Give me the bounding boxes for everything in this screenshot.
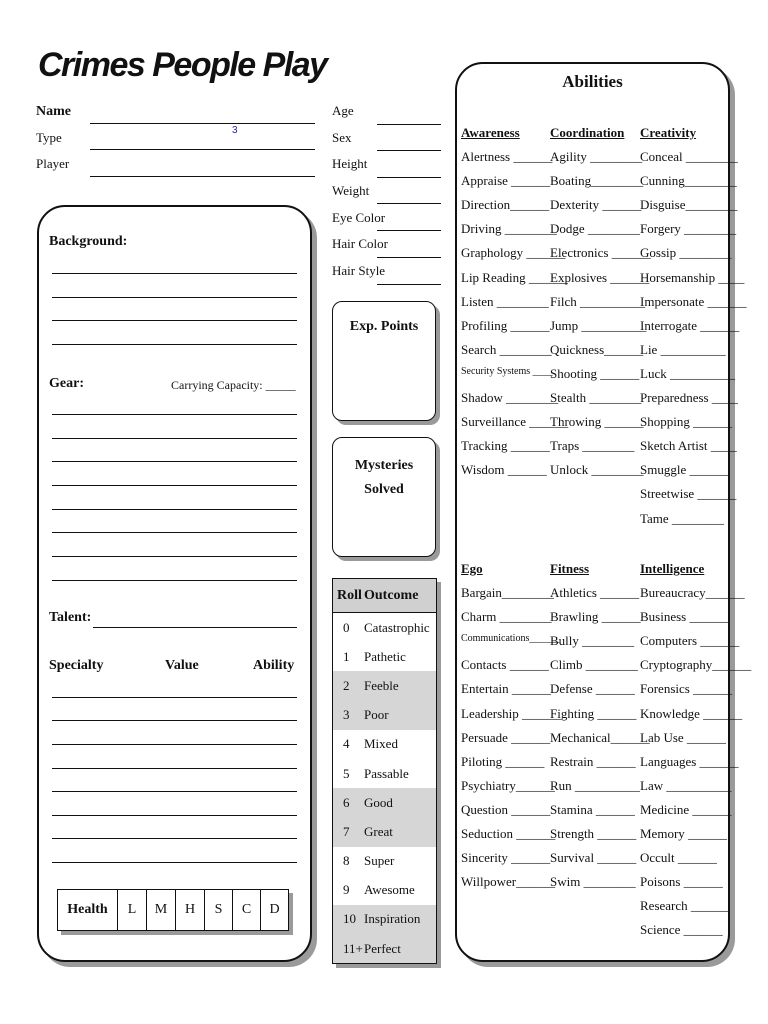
skill-ego[interactable]: Entertain ______ bbox=[461, 681, 551, 697]
background-line[interactable] bbox=[52, 273, 297, 274]
table-row bbox=[333, 642, 436, 671]
eye-color-field[interactable] bbox=[377, 230, 441, 231]
skill-intelligence[interactable]: Lab Use ______ bbox=[640, 729, 726, 745]
skill-fitness[interactable]: Survival ______ bbox=[550, 850, 637, 866]
table-row bbox=[333, 788, 436, 817]
skill-fitness[interactable]: Swim ________ bbox=[550, 874, 636, 890]
roll-value: 11+ bbox=[343, 940, 363, 956]
weight-label: Weight bbox=[332, 183, 370, 198]
skill-coordination[interactable]: Traps ________ bbox=[550, 438, 635, 454]
outcome-value: Good bbox=[364, 794, 393, 810]
roll-value: 7 bbox=[343, 823, 350, 839]
skill-creativity[interactable]: Lie __________ bbox=[640, 341, 726, 357]
table-row bbox=[333, 934, 436, 963]
outcome-value: Inspiration bbox=[364, 911, 421, 927]
table-row bbox=[333, 671, 436, 700]
roll-value: 9 bbox=[343, 882, 350, 898]
gear-line[interactable] bbox=[52, 580, 297, 581]
skill-creativity[interactable]: Impersonate ______ bbox=[640, 293, 747, 309]
specialty-line[interactable] bbox=[52, 815, 297, 816]
skill-creativity[interactable]: Shopping ______ bbox=[640, 414, 733, 430]
skill-fitness[interactable]: Stamina ______ bbox=[550, 801, 635, 817]
eye-color-label: Eye Color bbox=[332, 210, 386, 225]
skill-coordination[interactable]: Agility ________ bbox=[550, 149, 643, 164]
table-row bbox=[333, 847, 436, 876]
table-row bbox=[333, 613, 436, 642]
coordination-header: Coordination bbox=[550, 125, 625, 140]
skill-intelligence[interactable]: Computers ______ bbox=[640, 633, 740, 649]
roll-value: 0 bbox=[343, 619, 350, 635]
skill-awareness[interactable]: Surveillance ______ bbox=[461, 414, 569, 430]
outcome-value: Perfect bbox=[364, 940, 401, 956]
skill-awareness[interactable]: Security Systems ____ bbox=[461, 365, 553, 377]
skill-awareness[interactable]: Wisdom ______ bbox=[461, 462, 547, 478]
background-label: Background: bbox=[49, 234, 128, 249]
skill-ego[interactable]: Communications______ bbox=[461, 633, 560, 645]
skill-awareness[interactable]: Lip Reading ______ bbox=[461, 269, 568, 285]
skill-creativity[interactable]: Interrogate ______ bbox=[640, 317, 740, 333]
roll-value: 6 bbox=[343, 794, 350, 810]
skill-intelligence[interactable]: Memory ______ bbox=[640, 826, 728, 841]
name-field[interactable] bbox=[90, 123, 315, 124]
skill-ego[interactable]: Willpower______ bbox=[461, 874, 556, 890]
health-box-dead[interactable]: D bbox=[269, 902, 280, 917]
skill-coordination[interactable]: Filch __________ bbox=[550, 293, 645, 309]
name-label: Name bbox=[36, 104, 71, 119]
fitness-header: Fitness bbox=[550, 561, 589, 576]
exp-points-box[interactable] bbox=[332, 301, 436, 421]
skill-intelligence[interactable]: Occult ______ bbox=[640, 850, 717, 866]
hair-color-field[interactable] bbox=[377, 257, 441, 258]
skill-awareness[interactable]: Driving ________ bbox=[461, 221, 557, 237]
skill-awareness[interactable]: Shadow ________ bbox=[461, 390, 559, 405]
carrying-capacity-label: Carrying Capacity: _____ bbox=[171, 378, 296, 392]
background-line[interactable] bbox=[52, 320, 297, 321]
skill-ego[interactable]: Piloting ______ bbox=[461, 753, 545, 769]
skill-ego[interactable]: Persuade ______ bbox=[461, 729, 551, 745]
outcome-value: Awesome bbox=[364, 882, 415, 898]
health-box-severe[interactable]: S bbox=[205, 890, 233, 930]
skill-intelligence[interactable]: Bureaucracy______ bbox=[640, 585, 745, 600]
skill-creativity[interactable]: Conceal ________ bbox=[640, 149, 738, 164]
skill-coordination[interactable]: Quickness______ bbox=[550, 341, 644, 357]
outcome-value: Pathetic bbox=[364, 648, 406, 664]
height-label: Height bbox=[332, 156, 368, 171]
health-box-critical[interactable]: C bbox=[233, 890, 261, 930]
table-row bbox=[333, 759, 436, 788]
skill-ego[interactable]: Psychiatry______ bbox=[461, 777, 555, 793]
type-field[interactable] bbox=[90, 149, 315, 150]
skill-intelligence[interactable]: Poisons ______ bbox=[640, 874, 723, 890]
skill-intelligence[interactable]: Forensics ______ bbox=[640, 681, 733, 697]
specialty-line[interactable] bbox=[52, 697, 297, 698]
roll-outcome-table bbox=[332, 578, 437, 964]
skill-coordination[interactable]: Throwing ______ bbox=[550, 414, 644, 430]
ability-label: Ability bbox=[253, 658, 295, 673]
skill-creativity[interactable]: Streetwise ______ bbox=[640, 486, 737, 502]
exp-points-label: Exp. Points bbox=[349, 319, 419, 334]
skill-awareness[interactable]: Search ________ bbox=[461, 341, 552, 357]
outcome-value: Super bbox=[364, 853, 395, 869]
specialty-label: Specialty bbox=[49, 658, 104, 673]
specialty-line[interactable] bbox=[52, 744, 297, 745]
skill-fitness[interactable]: Bully ________ bbox=[550, 633, 635, 649]
roll-value: 5 bbox=[343, 765, 350, 781]
gear-line[interactable] bbox=[52, 414, 297, 415]
health-label: Health bbox=[58, 890, 118, 930]
intelligence-header: Intelligence bbox=[640, 561, 705, 576]
mysteries-solved-box[interactable] bbox=[332, 437, 436, 557]
skill-creativity[interactable]: Preparedness ____ bbox=[640, 390, 738, 405]
specialty-line[interactable] bbox=[52, 862, 297, 863]
skill-fitness[interactable]: Fighting ______ bbox=[550, 705, 637, 721]
abilities-title: Abilities bbox=[562, 72, 623, 91]
table-row bbox=[333, 876, 436, 905]
table-row bbox=[333, 817, 436, 846]
outcome-value: Feeble bbox=[364, 677, 399, 693]
player-field[interactable] bbox=[90, 176, 315, 177]
skill-intelligence[interactable]: Science ______ bbox=[640, 922, 723, 938]
sex-field[interactable] bbox=[377, 150, 441, 151]
skill-ego[interactable]: Charm ________ bbox=[461, 609, 552, 625]
skill-coordination[interactable]: Electronics ______ bbox=[550, 245, 651, 261]
skill-coordination[interactable]: Boating________ bbox=[550, 173, 644, 189]
outcome-value: Great bbox=[364, 823, 393, 839]
skill-fitness[interactable]: Restrain ______ bbox=[550, 753, 636, 769]
health-box-light[interactable]: L bbox=[118, 890, 147, 930]
ego-header: Ego bbox=[461, 561, 483, 576]
roll-value: 10 bbox=[343, 911, 356, 927]
type-label: Type bbox=[36, 130, 62, 145]
height-field[interactable] bbox=[377, 177, 441, 178]
skill-ego[interactable]: Leadership ______ bbox=[461, 705, 562, 721]
skill-fitness[interactable]: Athletics ______ bbox=[550, 585, 640, 600]
skill-creativity[interactable]: Disguise________ bbox=[640, 197, 738, 213]
outcome-value: Poor bbox=[364, 707, 389, 723]
skill-creativity[interactable]: Luck __________ bbox=[640, 365, 735, 381]
skill-ego[interactable]: Sincerity ______ bbox=[461, 850, 551, 866]
weight-field[interactable] bbox=[377, 203, 441, 204]
gear-line[interactable] bbox=[52, 532, 297, 533]
skill-awareness[interactable]: Tracking ______ bbox=[461, 438, 550, 454]
roll-value: 2 bbox=[343, 677, 350, 693]
skill-fitness[interactable]: Run __________ bbox=[550, 777, 640, 793]
table-row bbox=[333, 701, 436, 730]
roll-value: 8 bbox=[343, 853, 350, 869]
skill-creativity[interactable]: Gossip ________ bbox=[640, 245, 732, 261]
value-label: Value bbox=[165, 658, 199, 673]
specialty-line[interactable] bbox=[52, 768, 297, 769]
specialty-line[interactable] bbox=[52, 720, 297, 721]
background-line[interactable] bbox=[52, 344, 297, 345]
skill-awareness[interactable]: Graphology ______ bbox=[461, 245, 566, 261]
solved-label: Solved bbox=[364, 482, 404, 497]
hair-color-label: Hair Color bbox=[332, 236, 388, 251]
outcome-value: Passable bbox=[364, 765, 409, 781]
outcome-value: Mixed bbox=[364, 736, 398, 752]
health-box-heavy[interactable]: H bbox=[176, 890, 205, 930]
skill-ego[interactable]: Contacts ______ bbox=[461, 657, 549, 673]
health-track bbox=[57, 889, 289, 931]
skill-awareness[interactable]: Alertness ______ bbox=[461, 149, 553, 164]
gear-line[interactable] bbox=[52, 509, 297, 510]
awareness-header: Awareness bbox=[461, 125, 520, 140]
skill-ego[interactable]: Seduction ______ bbox=[461, 826, 556, 841]
skill-coordination[interactable]: Shooting ______ bbox=[550, 365, 640, 381]
skill-intelligence[interactable]: Research ______ bbox=[640, 898, 730, 914]
skill-fitness[interactable]: Brawling ______ bbox=[550, 609, 641, 625]
background-line[interactable] bbox=[52, 297, 297, 298]
roll-column-header: Roll bbox=[337, 587, 362, 603]
roll-value: 1 bbox=[343, 648, 350, 664]
skill-creativity[interactable]: Tame ________ bbox=[640, 510, 724, 526]
skill-fitness[interactable]: Climb ________ bbox=[550, 657, 638, 673]
creativity-header: Creativity bbox=[640, 125, 697, 140]
skill-creativity[interactable]: Smuggle ______ bbox=[640, 462, 729, 478]
skill-creativity[interactable]: Forgery ________ bbox=[640, 221, 737, 237]
mysteries-label: Mysteries bbox=[354, 458, 414, 473]
skill-creativity[interactable]: Cunning________ bbox=[640, 173, 737, 189]
player-label: Player bbox=[36, 156, 70, 171]
skill-coordination[interactable]: Jump __________ bbox=[550, 317, 647, 333]
skill-intelligence[interactable]: Medicine ______ bbox=[640, 801, 732, 817]
skill-fitness[interactable]: Defense ______ bbox=[550, 681, 635, 697]
skill-intelligence[interactable]: Languages ______ bbox=[640, 753, 739, 769]
skill-coordination[interactable]: Unlock ________ bbox=[550, 462, 644, 478]
skill-fitness[interactable]: Strength ______ bbox=[550, 826, 637, 841]
skill-fitness[interactable]: Mechanical______ bbox=[550, 729, 650, 745]
gear-line[interactable] bbox=[52, 485, 297, 486]
skill-creativity[interactable]: Sketch Artist ____ bbox=[640, 438, 737, 454]
skill-intelligence[interactable]: Knowledge ______ bbox=[640, 705, 743, 721]
outcome-column-header: Outcome bbox=[364, 587, 419, 603]
roll-value: 4 bbox=[343, 736, 350, 752]
skill-awareness[interactable]: Direction______ bbox=[461, 197, 550, 213]
skill-awareness[interactable]: Appraise ______ bbox=[461, 173, 551, 189]
skill-creativity[interactable]: Horsemanship ____ bbox=[640, 269, 745, 285]
gear-line[interactable] bbox=[52, 438, 297, 439]
skill-ego[interactable]: Bargain________ bbox=[461, 585, 554, 600]
skill-ego[interactable]: Question ______ bbox=[461, 801, 551, 817]
skill-awareness[interactable]: Profiling ______ bbox=[461, 317, 550, 333]
skill-coordination[interactable]: Explosives ______ bbox=[550, 269, 650, 285]
roll-value: 3 bbox=[343, 707, 350, 723]
specialty-line[interactable] bbox=[52, 791, 297, 792]
skill-coordination[interactable]: Stealth ________ bbox=[550, 390, 642, 405]
skill-intelligence[interactable]: Cryptography______ bbox=[640, 657, 752, 673]
skill-intelligence[interactable]: Law __________ bbox=[640, 777, 732, 793]
sheet-title: Crimes People Play bbox=[38, 46, 327, 84]
skill-intelligence[interactable]: Business ______ bbox=[640, 609, 729, 625]
skill-coordination[interactable]: Dexterity ______ bbox=[550, 197, 642, 213]
hair-style-field[interactable] bbox=[377, 284, 441, 285]
skill-coordination[interactable]: Dodge ________ bbox=[550, 221, 640, 237]
table-row bbox=[333, 905, 436, 934]
gear-line[interactable] bbox=[52, 461, 297, 462]
specialty-line[interactable] bbox=[52, 838, 297, 839]
outcome-value: Catastrophic bbox=[364, 619, 430, 635]
character-panel bbox=[37, 205, 312, 962]
roll-table-header bbox=[333, 579, 436, 613]
gear-label: Gear: bbox=[49, 376, 84, 391]
sex-label: Sex bbox=[332, 130, 352, 145]
table-row bbox=[333, 730, 436, 759]
age-field[interactable] bbox=[377, 124, 441, 125]
talent-label: Talent: bbox=[49, 610, 92, 625]
talent-field[interactable] bbox=[93, 627, 297, 628]
type-value[interactable]: 3 bbox=[232, 125, 238, 136]
gear-line[interactable] bbox=[52, 556, 297, 557]
age-label: Age bbox=[332, 103, 354, 118]
health-box-moderate[interactable]: M bbox=[147, 890, 176, 930]
hair-style-label: Hair Style bbox=[332, 263, 386, 278]
skill-awareness[interactable]: Listen ________ bbox=[461, 293, 549, 309]
